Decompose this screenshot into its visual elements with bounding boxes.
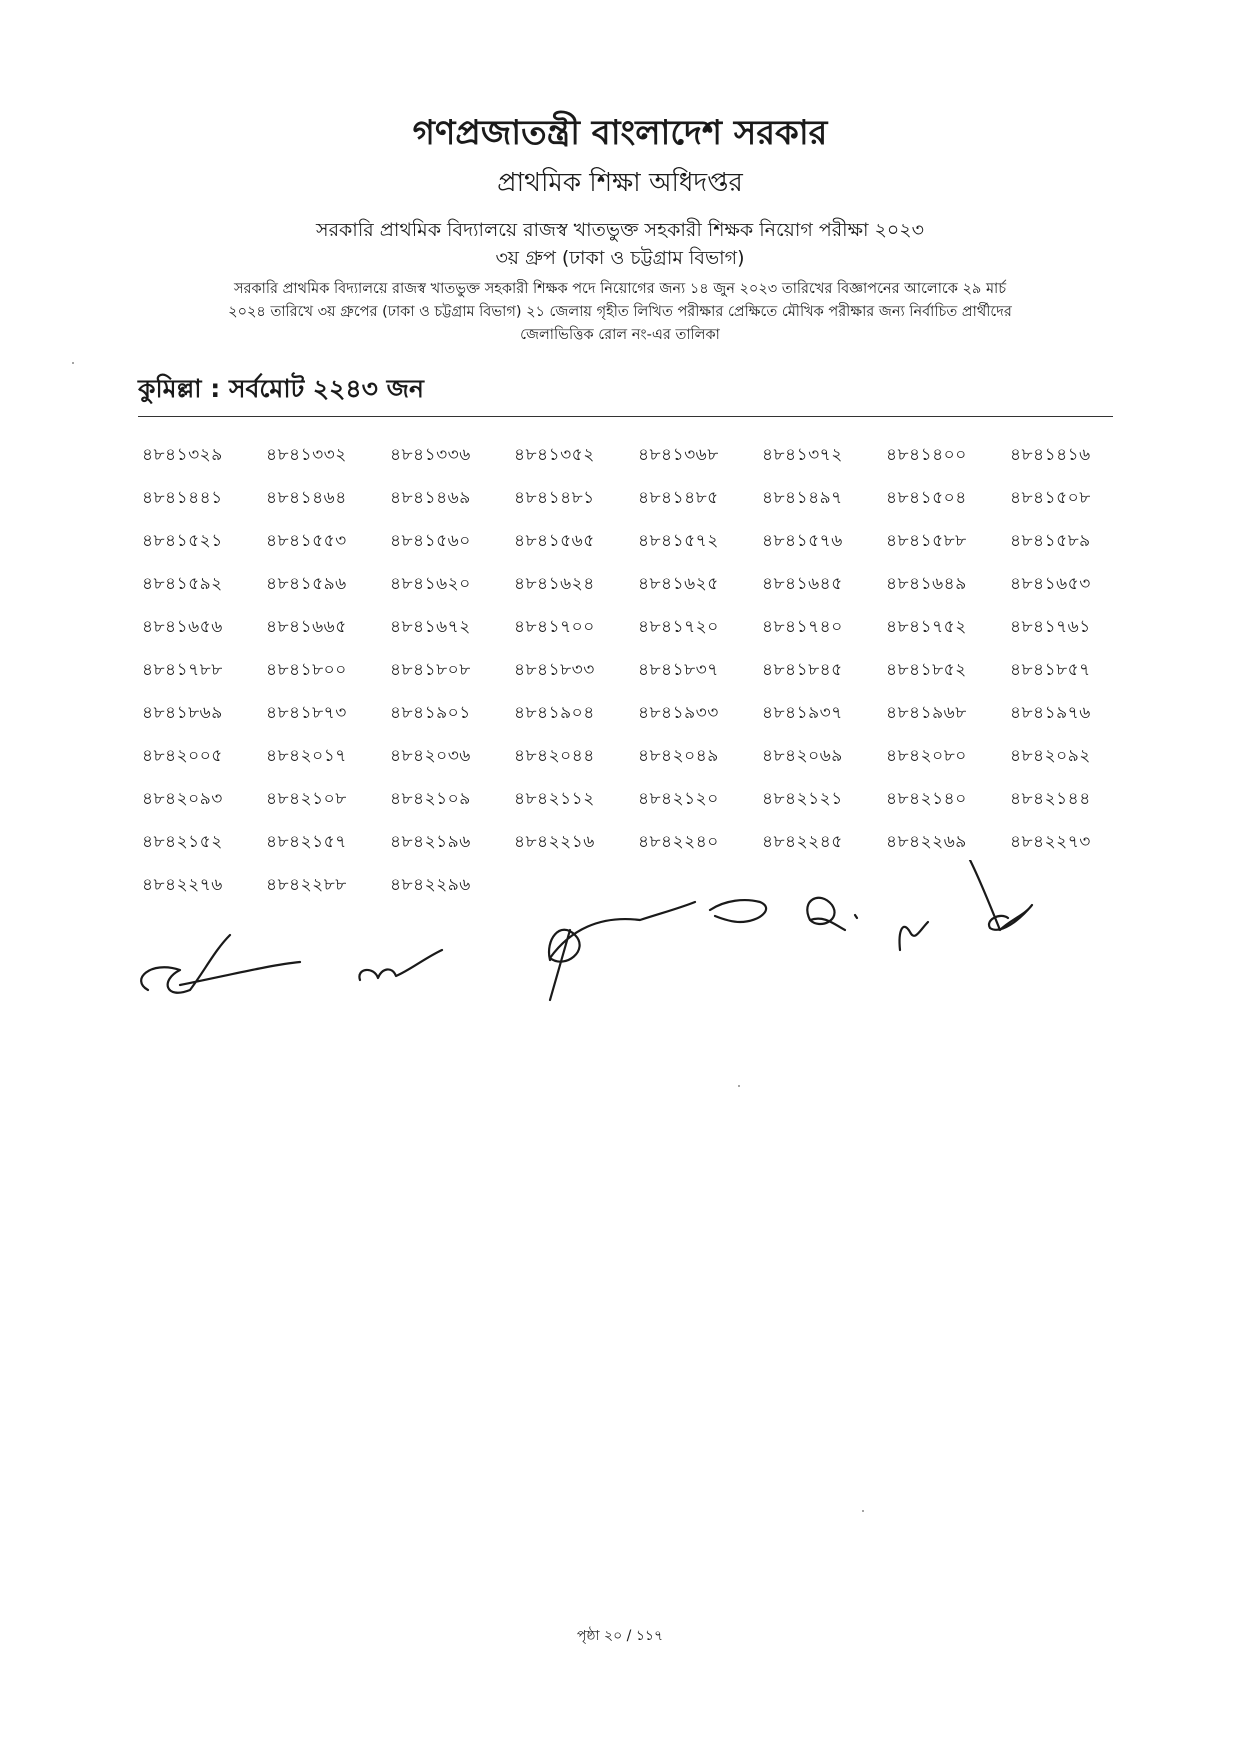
roll-number: ৪৮৪১৩৬৮	[638, 445, 719, 465]
signature-1	[141, 935, 300, 993]
roll-number: ৪৮৪২১২০	[638, 789, 719, 809]
roll-number: ৪৮৪১৮৩৭	[638, 660, 719, 680]
roll-number: ৪৮৪১৬৭২	[390, 617, 471, 637]
roll-number: ৪৮৪১৪৪১	[142, 488, 223, 508]
roll-number: ৪৮৪১৩৫২	[514, 445, 595, 465]
roll-number: ৪৮৪১৪১৬	[1010, 445, 1091, 465]
scan-speck	[862, 1510, 864, 1512]
roll-number: ৪৮৪১৪৬৪	[266, 488, 347, 508]
heading-divider	[138, 416, 1113, 417]
roll-number: ৪৮৪১৮৫২	[886, 660, 967, 680]
signature-4	[710, 900, 766, 922]
signature-5	[807, 898, 857, 930]
roll-number: ৪৮৪২২৬৯	[886, 832, 967, 852]
government-title: গণপ্রজাতন্ত্রী বাংলাদেশ সরকার	[412, 113, 828, 153]
roll-number: ৪৮৪১৯৭৬	[1010, 703, 1091, 723]
roll-number: ৪৮৪১৫৮৯	[1010, 531, 1091, 551]
roll-number: ৪৮৪১৫২১	[142, 531, 223, 551]
roll-number: ৪৮৪২১৫২	[142, 832, 223, 852]
roll-number: ৪৮৪১৪৯৭	[762, 488, 843, 508]
roll-number: ৪৮৪২০৮০	[886, 746, 967, 766]
roll-number: ৪৮৪১৫৭৬	[762, 531, 843, 551]
roll-number: ৪৮৪১৫৫৩	[266, 531, 347, 551]
exam-name: সরকারি প্রাথমিক বিদ্যালয়ে রাজস্ব খাতভুক্ত সহকারী শিক্ষক নিয়োগ পরীক্ষা ২০২৩	[316, 219, 924, 241]
roll-number: ৪৮৪২০৬৯	[762, 746, 843, 766]
roll-number: ৪৮৪১৬৫৩	[1010, 574, 1091, 594]
roll-number: ৪৮৪২০১৭	[266, 746, 347, 766]
roll-number: ৪৮৪১৬২০	[390, 574, 471, 594]
roll-number: ৪৮৪১৬৬৫	[266, 617, 347, 637]
roll-number: ৪৮৪২১৪০	[886, 789, 967, 809]
roll-number: ৪৮৪১৪৮৫	[638, 488, 719, 508]
roll-number: ৪৮৪১৬৪৯	[886, 574, 967, 594]
roll-number: ৪৮৪১৭৬১	[1010, 617, 1091, 637]
roll-number: ৪৮৪১৬২৫	[638, 574, 719, 594]
roll-number: ৪৮৪১৭২০	[638, 617, 719, 637]
roll-number: ৪৮৪১৩২৯	[142, 445, 223, 465]
roll-number: ৪৮৪২০০৫	[142, 746, 223, 766]
roll-number: ৪৮৪১৯৩৭	[762, 703, 843, 723]
roll-number: ৪৮৪১৮০৮	[390, 660, 471, 680]
roll-number: ৪৮৪২২৭৬	[142, 875, 223, 895]
roll-number: ৪৮৪১৭০০	[514, 617, 595, 637]
roll-number: ৪৮৪২১১২	[514, 789, 595, 809]
roll-number: ৪৮৪১৮৩৩	[514, 660, 595, 680]
roll-number: ৪৮৪১৮৭৩	[266, 703, 347, 723]
description-line: ২০২৪ তারিখে ৩য় গ্রুপের (ঢাকা ও চট্টগ্রাম বিভাগ) ২১ জেলায় গৃহীত লিখিত পরীক্ষার প্রেক্ষিতে মৌখিক পরীক্ষার জন্য নির্বাচিত প্রার্থীদের	[228, 304, 1012, 320]
document-header	[0, 110, 1240, 272]
roll-number: ৪৮৪১৫৯২	[142, 574, 223, 594]
roll-number: ৪৮৪১৫০৪	[886, 488, 967, 508]
department-name: প্রাথমিক শিক্ষা অধিদপ্তর	[497, 168, 743, 198]
scan-speck	[72, 362, 74, 364]
notice-description	[140, 278, 1100, 347]
roll-number: ৪৮৪১৫৬৫	[514, 531, 595, 551]
roll-number: ৪৮৪১৫৬০	[390, 531, 471, 551]
roll-number: ৪৮৪২০৯৩	[142, 789, 223, 809]
roll-number: ৪৮৪১৪৬৯	[390, 488, 471, 508]
roll-number: ৪৮৪১৭৫২	[886, 617, 967, 637]
roll-number: ৪৮৪২২১৬	[514, 832, 595, 852]
roll-number: ৪৮৪২২৪০	[638, 832, 719, 852]
roll-number: ৪৮৪১৫০৮	[1010, 488, 1091, 508]
scan-speck	[738, 1085, 740, 1087]
roll-number: ৪৮৪১৬২৪	[514, 574, 595, 594]
roll-number: ৪৮৪২১২১	[762, 789, 843, 809]
roll-number: ৪৮৪১৩৭২	[762, 445, 843, 465]
roll-number: ৪৮৪২১০৮	[266, 789, 347, 809]
roll-number-table	[142, 444, 1132, 917]
roll-number: ৪৮৪১৩৩২	[266, 445, 347, 465]
district-heading: কুমিল্লা : সর্বমোট ২২৪৩ জন	[138, 374, 424, 403]
roll-number: ৪৮৪২২৪৫	[762, 832, 843, 852]
roll-number: ৪৮৪১৭৮৮	[142, 660, 223, 680]
signature-6	[900, 922, 928, 950]
roll-number: ৪৮৪১৮০০	[266, 660, 347, 680]
roll-number: ৪৮৪১৩৩৬	[390, 445, 471, 465]
roll-number: ৪৮৪২২৮৮	[266, 875, 347, 895]
roll-number: ৪৮৪২০৩৬	[390, 746, 471, 766]
roll-number: ৪৮৪১৫৯৬	[266, 574, 347, 594]
roll-number: ৪৮৪২২৭৩	[1010, 832, 1091, 852]
roll-number: ৪৮৪২১০৯	[390, 789, 471, 809]
roll-number: ৪৮৪১৫৭২	[638, 531, 719, 551]
roll-number: ৪৮৪২০৪৪	[514, 746, 595, 766]
group-name: ৩য় গ্রুপ (ঢাকা ও চট্টগ্রাম বিভাগ)	[495, 247, 745, 269]
signature-2	[359, 950, 442, 980]
roll-number: ৪৮৪২১৯৬	[390, 832, 471, 852]
signature-7	[970, 860, 1032, 930]
page-number: পৃষ্ঠা ২০ / ১১৭	[576, 1628, 664, 1644]
roll-number: ৪৮৪২০৯২	[1010, 746, 1091, 766]
roll-number: ৪৮৪১৯০১	[390, 703, 471, 723]
roll-number: ৪৮৪১৯৬৮	[886, 703, 967, 723]
signature-3	[549, 902, 695, 1000]
roll-number: ৪৮৪১৬৫৬	[142, 617, 223, 637]
roll-number: ৪৮৪১৫৮৮	[886, 531, 967, 551]
signatures	[120, 860, 1120, 1030]
roll-number: ৪৮৪২১৪৪	[1010, 789, 1091, 809]
roll-number: ৪৮৪১৯৩৩	[638, 703, 719, 723]
roll-number: ৪৮৪২২৯৬	[390, 875, 471, 895]
roll-number: ৪৮৪২০৪৯	[638, 746, 719, 766]
roll-number: ৪৮৪১৪৮১	[514, 488, 595, 508]
roll-number: ৪৮৪১৮৪৫	[762, 660, 843, 680]
roll-number: ৪৮৪১৯০৪	[514, 703, 595, 723]
description-line: জেলাভিত্তিক রোল নং-এর তালিকা	[520, 327, 720, 343]
description-line: সরকারি প্রাথমিক বিদ্যালয়ে রাজস্ব খাতভুক্ত সহকারী শিক্ষক পদে নিয়োগের জন্য ১৪ জুন ২০২৩ তারিখের বিজ্ঞাপনের আলোকে ২৯ মার্চ	[233, 281, 1007, 297]
roll-number: ৪৮৪১৭৪০	[762, 617, 843, 637]
roll-number: ৪৮৪২১৫৭	[266, 832, 347, 852]
roll-number: ৪৮৪১৮৬৯	[142, 703, 223, 723]
roll-number: ৪৮৪১৪০০	[886, 445, 967, 465]
roll-number: ৪৮৪১৮৫৭	[1010, 660, 1091, 680]
roll-number: ৪৮৪১৬৪৫	[762, 574, 843, 594]
